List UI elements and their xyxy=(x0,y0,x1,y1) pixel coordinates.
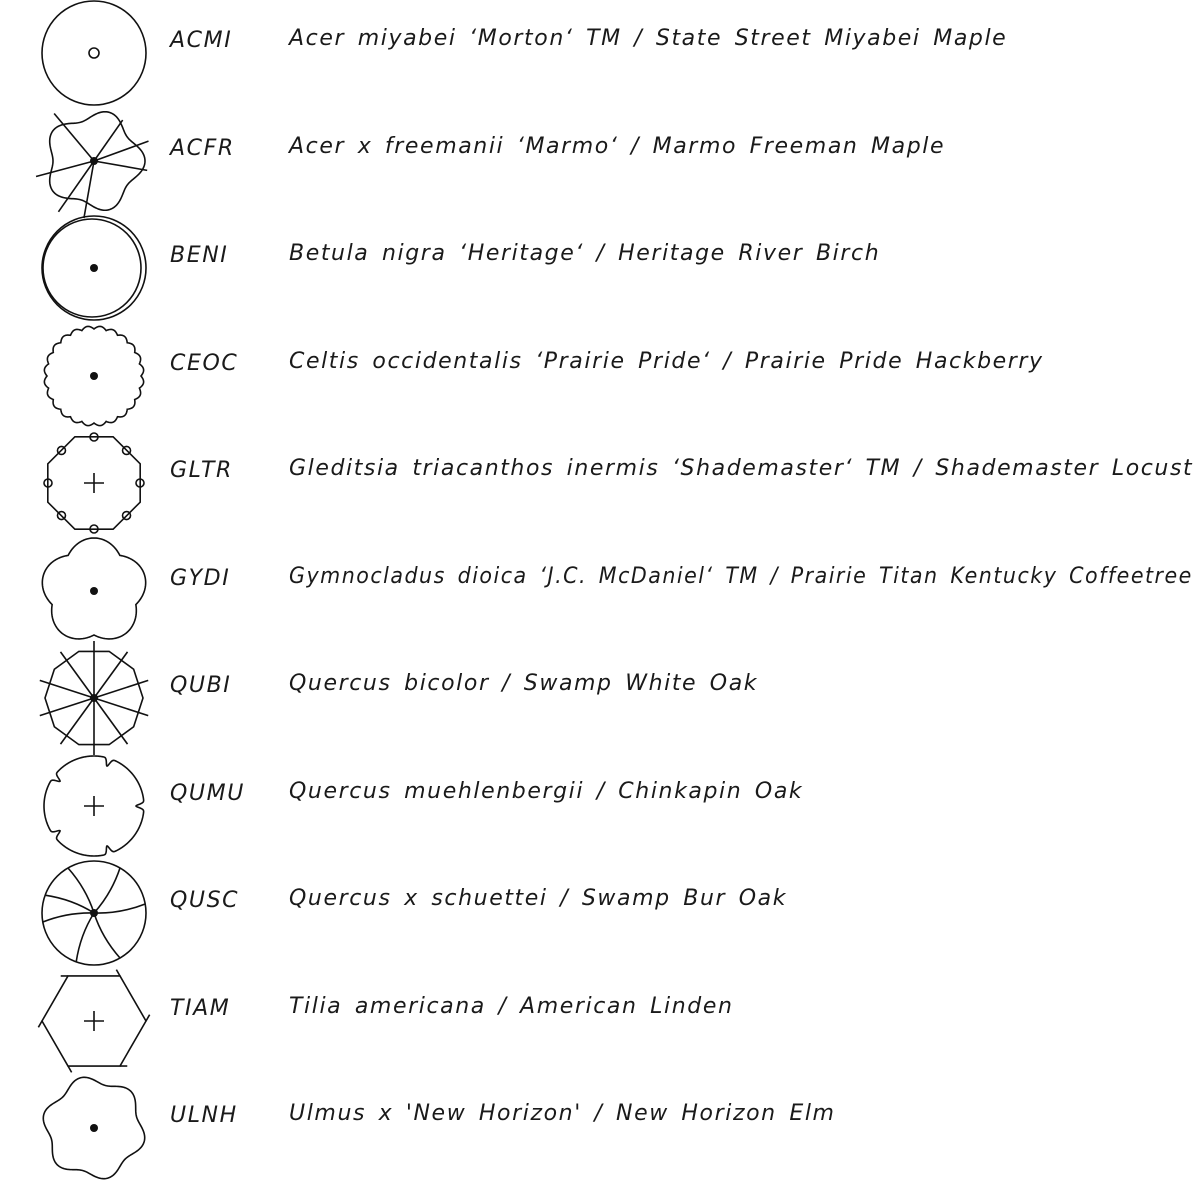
species-name: Tilia americana / American Linden xyxy=(289,993,734,1019)
species-name: Acer miyabei ‘Morton‘ TM / State Street Miyabei Maple xyxy=(289,26,1008,51)
species-name: Gleditsia triacanthos inermis ‘Shademaster‘ TM / Shademaster Locust xyxy=(289,456,1194,481)
cracked-circle-symbol-icon xyxy=(30,860,160,967)
species-code: QUMU xyxy=(170,780,245,806)
species-code: BENI xyxy=(170,243,229,268)
species-code: ACFR xyxy=(170,135,235,161)
species-name: Quercus muehlenbergii / Chinkapin Oak xyxy=(289,778,804,804)
species-name: Quercus bicolor / Swamp White Oak xyxy=(289,671,759,696)
legend-row xyxy=(0,0,1197,107)
species-code: GLTR xyxy=(170,458,233,483)
legend-row xyxy=(0,215,1197,322)
hexagon-symbol-icon xyxy=(30,968,160,1075)
species-name: Celtis occidentalis ‘Prairie Pride‘ / Prairie Pride Hackberry xyxy=(289,348,1044,374)
legend-row xyxy=(0,860,1197,967)
species-code: ACMI xyxy=(170,28,233,53)
species-name: Quercus x schuettei / Swamp Bur Oak xyxy=(289,886,788,911)
scalloped-circle-symbol-icon xyxy=(30,323,160,430)
species-code: TIAM xyxy=(170,995,231,1021)
legend-row xyxy=(0,1075,1197,1182)
legend-row xyxy=(0,538,1197,645)
legend-row xyxy=(0,753,1197,860)
wavy-branched-symbol-icon xyxy=(30,108,160,215)
legend-row xyxy=(0,645,1197,752)
notched-lobed-circle-symbol-icon xyxy=(30,753,160,860)
species-code: QUSC xyxy=(170,888,240,913)
legend-row xyxy=(0,323,1197,430)
species-code: GYDI xyxy=(170,565,231,591)
species-name: Acer x freemanii ‘Marmo‘ / Marmo Freeman Maple xyxy=(289,133,946,159)
double-circle-symbol-icon xyxy=(30,215,160,322)
five-lobed-symbol-icon xyxy=(30,538,160,645)
notched-octagon-symbol-icon xyxy=(30,430,160,537)
wavy-circle-symbol-icon xyxy=(30,1075,160,1182)
species-name: Gymnocladus dioica ‘J.C. McDaniel‘ TM / Prairie Titan Kentucky Coffeetree xyxy=(289,563,1193,589)
spoked-polygon-symbol-icon xyxy=(30,645,160,752)
plain-circle-symbol-icon xyxy=(30,0,160,107)
species-code: CEOC xyxy=(170,350,239,376)
species-code: ULNH xyxy=(170,1103,238,1128)
legend-row xyxy=(0,968,1197,1075)
species-code: QUBI xyxy=(170,673,232,698)
legend-row xyxy=(0,430,1197,537)
legend-row xyxy=(0,108,1197,215)
species-name: Ulmus x 'New Horizon' / New Horizon Elm xyxy=(289,1101,836,1126)
species-name: Betula nigra ‘Heritage‘ / Heritage River Birch xyxy=(289,241,881,266)
